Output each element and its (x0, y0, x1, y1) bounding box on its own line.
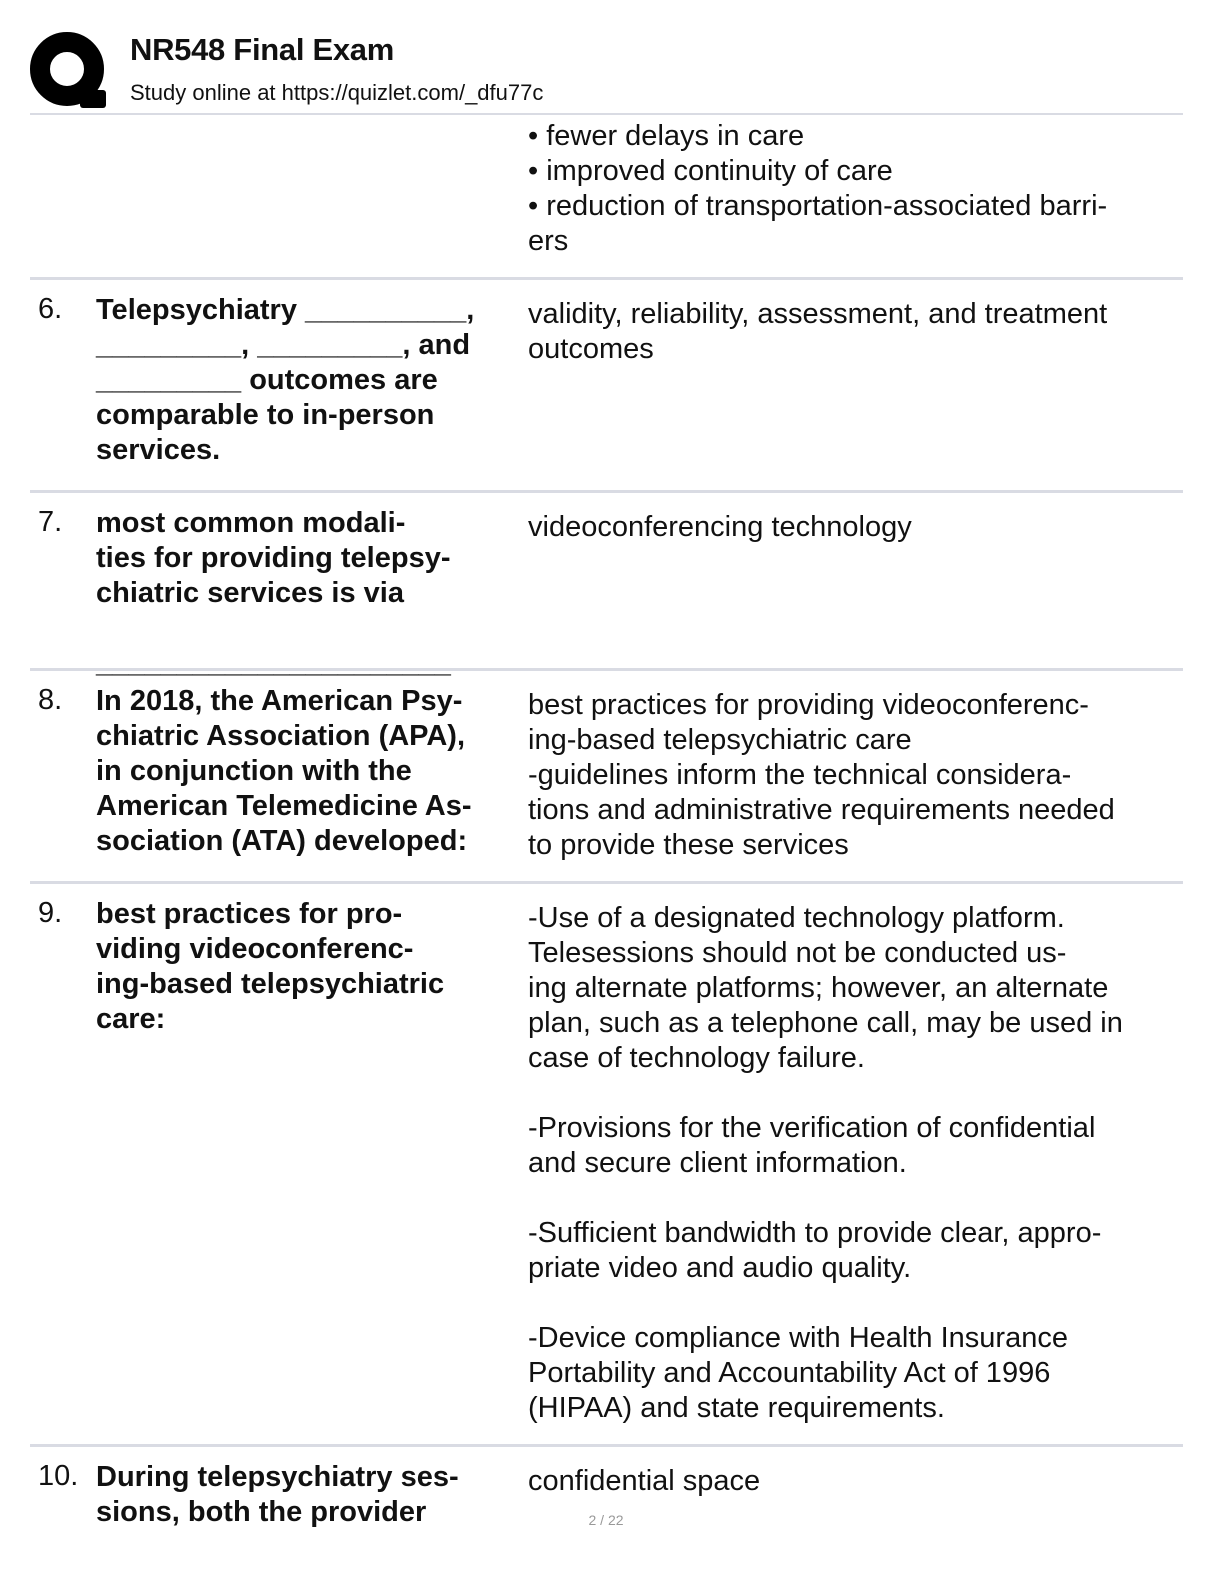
card-term: Telepsychiatry __________, _________, _________, and _________ outcomes are comparable to in-person services. (96, 294, 475, 466)
card-definition: validity, reliability, assessment, and treatment outcomes (528, 298, 1108, 365)
card-definition: confidential space (528, 1465, 761, 1497)
card-term: During telepsychiatry ses- sions, both the provider (96, 1461, 459, 1528)
card-term: most common modali- ties for providing telepsy- chiatric services is via ______________________ (96, 507, 451, 679)
page-number: 2 / 22 (588, 1512, 624, 1528)
card-term: In 2018, the American Psy- chiatric Association (APA), in conjunction with the American Telemedicine As- sociation (ATA) developed: (96, 685, 472, 857)
card-number: 7. (38, 506, 63, 538)
card-number: 6. (38, 293, 63, 325)
card-definition: best practices for providing videoconferenc- ing-based telepsychiatric care -guidelines inform the technical considera- tions and administrative requirements needed to provide these services (528, 689, 1115, 861)
card-definition: -Use of a designated technology platform. Telesessions should not be conducted us- ing alternate platforms; however, an alternate plan, such as a telephone call, may be used in case of technology failure. -Provisions for the verification of confidential and secure client information. -Sufficient bandwidth to provide clear, appro- priate video and audio quality. -Device compliance with Health Insurance Portability and Accountability Act of 1996 (HIPAA) and state requirements. (528, 902, 1123, 1424)
page-header (30, 28, 1190, 112)
card-row (30, 884, 1183, 1447)
study-online-link[interactable]: Study online at https://quizlet.com/_dfu77c (130, 80, 544, 105)
card-number: 10. (38, 1460, 79, 1492)
card-term: best practices for pro- viding videoconferenc- ing-based telepsychiatric care: (96, 898, 445, 1035)
card-definition: • fewer delays in care • improved continuity of care • reduction of transportation-associated barri- ers (528, 120, 1108, 257)
card-number: 9. (38, 897, 63, 929)
card-number: 8. (38, 684, 63, 716)
card-definition: videoconferencing technology (528, 511, 912, 543)
card-row (30, 115, 1183, 280)
card-row (30, 493, 1183, 679)
page-title: NR548 Final Exam (130, 32, 394, 67)
card-row (30, 280, 1183, 493)
quizlet-logo-icon (30, 32, 108, 110)
card-row (30, 671, 1183, 884)
